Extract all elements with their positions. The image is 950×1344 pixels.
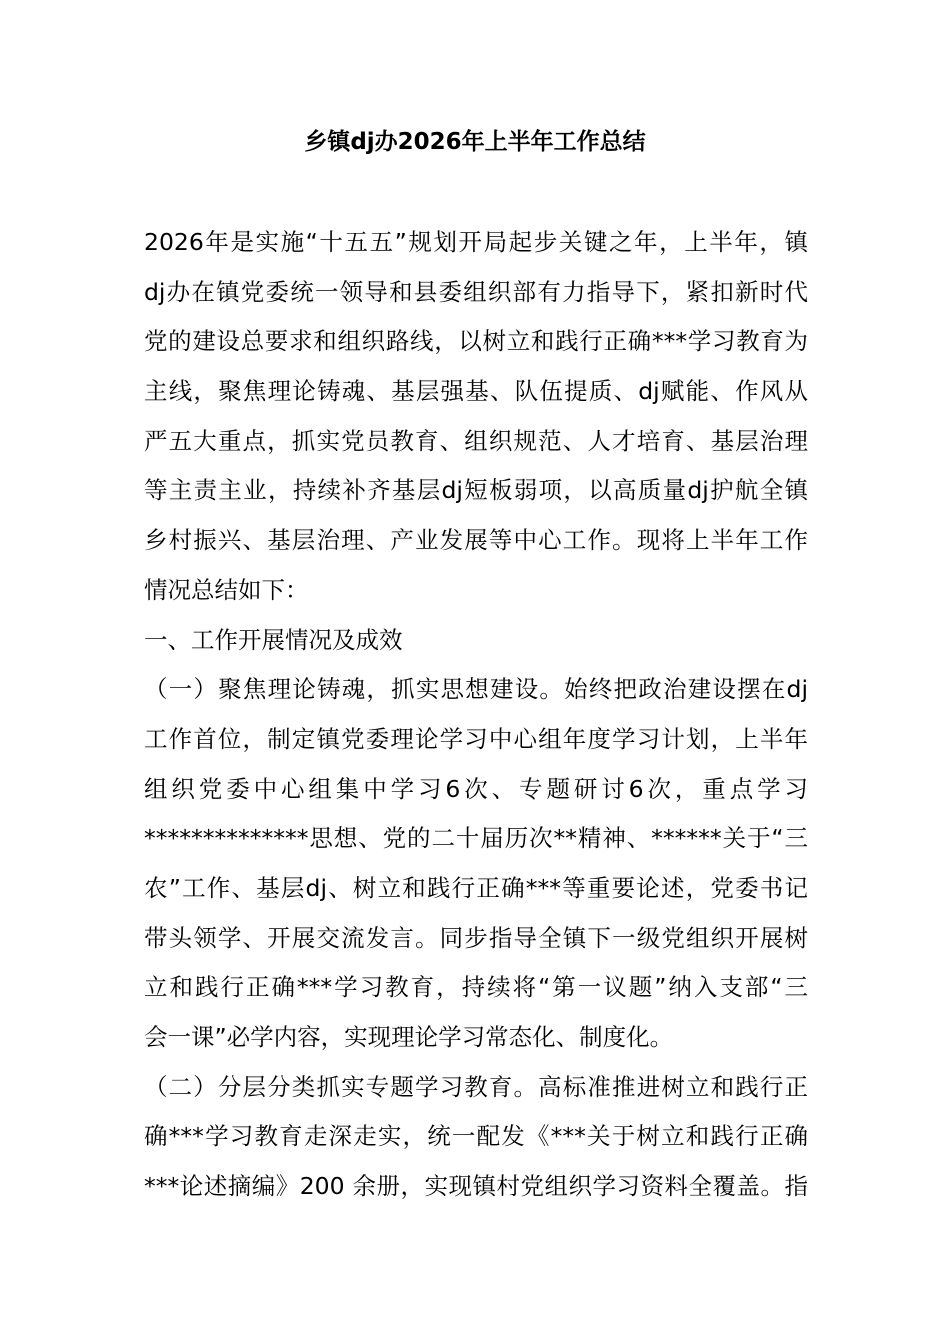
text-line (144, 417, 808, 467)
text-line (144, 1112, 808, 1162)
text-line-content: 工作首位，制定镇党委理论学习中心组年度学习计划，上半年 (144, 724, 808, 753)
text-line (144, 864, 808, 914)
text-line (144, 566, 808, 616)
text-line (144, 1013, 808, 1063)
text-line (144, 715, 808, 765)
text-line-content: 严五大重点，抓实党员教育、组织规范、人才培育、基层治理 (144, 426, 808, 455)
text-line (144, 1162, 808, 1212)
text-line-content: 一、工作开展情况及成效 (144, 625, 403, 654)
text-line-content: ***论述摘编》200 余册，实现镇村党组织学习资料全覆盖。指 (144, 1172, 808, 1201)
text-line (144, 367, 808, 417)
text-line (144, 218, 808, 268)
text-line (144, 1063, 808, 1113)
text-line-content: 情况总结如下： (144, 575, 309, 604)
text-line (144, 466, 808, 516)
text-line-content: 乡村振兴、基层治理、产业发展等中心工作。现将上半年工作 (144, 526, 808, 555)
text-line (144, 616, 808, 666)
text-line (144, 914, 808, 964)
document-body (144, 218, 808, 1212)
text-line-content: （二）分层分类抓实专题学习教育。高标准推进树立和践行正 (144, 1072, 808, 1101)
text-line-content: 立和践行正确***学习教育，持续将“第一议题”纳入支部“三 (144, 973, 808, 1002)
text-line (144, 765, 808, 815)
text-line-content: 等主责主业，持续补齐基层dj短板弱项，以高质量dj护航全镇 (144, 476, 808, 505)
text-line-content: **************思想、党的二十届历次**精神、******关于“三 (144, 824, 808, 853)
text-line-content: 带头领学、开展交流发言。同步指导全镇下一级党组织开展树 (144, 923, 808, 952)
text-line-content: dj办在镇党委统一领导和县委组织部有力指导下，紧扣新时代 (144, 277, 808, 306)
text-line-content: 党的建设总要求和组织路线，以树立和践行正确***学习教育为 (144, 327, 808, 356)
text-line (144, 516, 808, 566)
text-line-content: 会一课”必学内容，实现理论学习常态化、制度化。 (144, 1023, 674, 1051)
text-line (144, 268, 808, 318)
text-line-content: 农”工作、基层dj、树立和践行正确***等重要论述，党委书记 (144, 873, 808, 902)
text-line-content: 主线，聚焦理论铸魂、基层强基、队伍提质、dj赋能、作风从 (144, 377, 808, 406)
text-line (144, 317, 808, 367)
text-line-content: 2026年是实施“十五五”规划开局起步关键之年，上半年，镇 (144, 228, 808, 256)
text-line (144, 963, 808, 1013)
text-line-content: 组织党委中心组集中学习6次、专题研讨6次，重点学习 (144, 774, 808, 803)
document-title: 乡镇dj办2026年上半年工作总结 (304, 129, 646, 155)
text-line-content: 确***学习教育走深走实，统一配发《***关于树立和践行正确 (144, 1122, 808, 1151)
text-line-content: （一）聚焦理论铸魂，抓实思想建设。始终把政治建设摆在dj (144, 675, 808, 704)
text-line (144, 665, 808, 715)
text-line (144, 814, 808, 864)
